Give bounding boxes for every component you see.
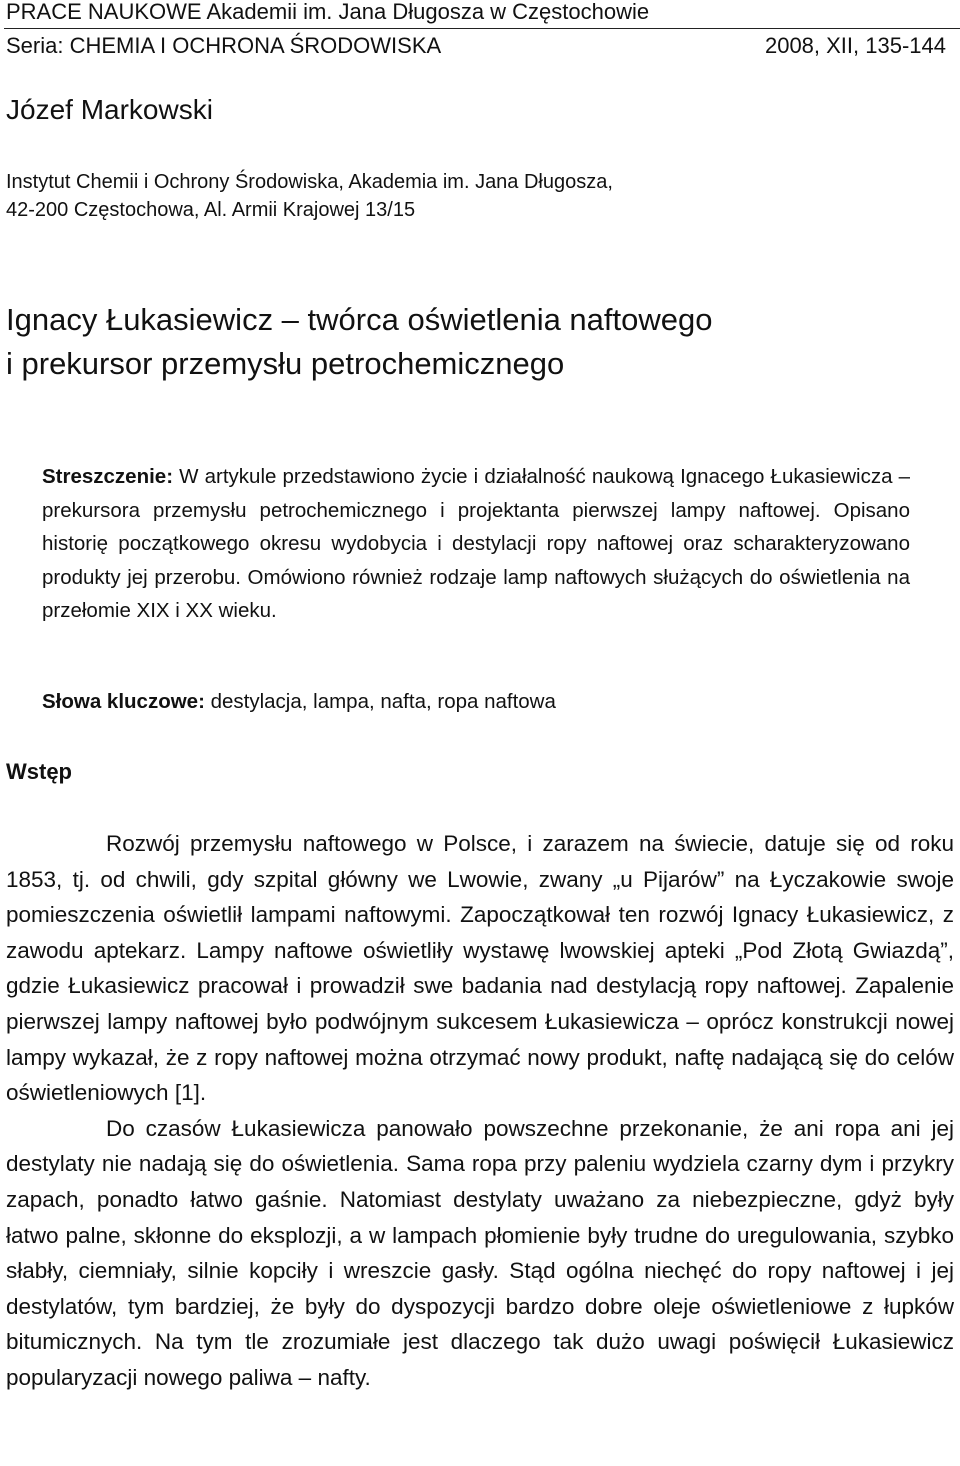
keywords-text: destylacja, lampa, nafta, ropa naftowa: [204, 690, 556, 713]
body-paragraph: Rozwój przemysłu naftowego w Polsce, i zarazem na świecie, datuje się od roku 1853, tj. od chwili, gdy szpital główny we Lwowie, zwany „u Pijarów” na Łyczakowie swoje pomieszczenia oświetlił lampami naftowymi. Zapoczątkował ten rozwój Ignacy Łukasiewicz, z zawodu aptekarz. Lampy naftowe oświetliły wystawę lwowskiej apteki „Pod Złotą Gwiazdą”, gdzie Łukasiewicz pracował i prowadził swe badania nad destylacją ropy naftowej. Zapalenie pierwszej lampy naftowej było podwójnym sukcesem Łukasiewicza – oprócz konstrukcji nowej lampy wykazał, że z ropy naftowej można otrzymać nowy produkt, naftę nadającą się do celów oświetleniowych [1].: [6, 831, 954, 1106]
affiliation-line: 42-200 Częstochowa, Al. Armii Krajowej 13/15: [6, 199, 416, 221]
abstract-label: Streszczenie:: [42, 465, 174, 488]
author-name: Józef Markowski: [6, 94, 213, 125]
body-paragraph: Do czasów Łukasiewicza panowało powszechne przekonanie, że ani ropa ani jej destylaty nie nadają się do oświetlenia. Sama ropa przy paleniu wydziela czarny dym i przykry zapach, ponadto łatwo gaśnie. Natomiast destylaty uważano za niebezpieczne, gdyż były łatwo palne, skłonne do eksplozji, a w lampach płomienie były trudne do uregulowania, szybko słabły, ciemniały, silnie kopciły i wreszcie gasły. Stąd ogólna niechęć do ropy naftowej i jej destylatów, tym bardziej, że były do dyspozycji bardzo dobre oleje oświetleniowe z łupków bitumicznych. Na tym tle zrozumiałe jest dlaczego tak dużo uwagi poświęcił Łukasiewicz popularyzacji nowego paliwa – nafty.: [6, 1115, 954, 1390]
journal-issue: 2008, XII, 135-144: [764, 33, 946, 58]
journal-series: Seria: CHEMIA I OCHRONA ŚRODOWISKA: [6, 33, 442, 58]
header-rule: [4, 28, 960, 29]
section-heading: Wstęp: [6, 759, 72, 784]
paper-title: [6, 298, 946, 386]
title-line: i prekursor przemysłu petrochemicznego: [6, 346, 565, 381]
abstract-text: W artykule przedstawiono życie i działalność naukową Ignacego Łukasiewicza – prekursora przemysłu petrochemicznego i projektanta pierwszej lampy naftowej. Opisano historię początkowego okresu wydobycia i destylacji ropy naftowej oraz scharakteryzowano produkty jej przerobu. Omówiono również rodzaje lamp naftowych służących do oświetlenia na przełomie XIX i XX wieku.: [42, 465, 910, 622]
abstract: [42, 460, 910, 628]
author-affiliation: [6, 168, 613, 224]
affiliation-line: Instytut Chemii i Ochrony Środowiska, Akademia im. Jana Długosza,: [6, 171, 613, 193]
section-body: [6, 826, 954, 1396]
keywords: [42, 686, 556, 718]
journal-header: PRACE NAUKOWE Akademii im. Jana Długosza w Częstochowie: [6, 0, 650, 24]
keywords-label: Słowa kluczowe:: [42, 690, 205, 713]
title-line: Ignacy Łukasiewicz – twórca oświetlenia naftowego: [6, 302, 713, 337]
